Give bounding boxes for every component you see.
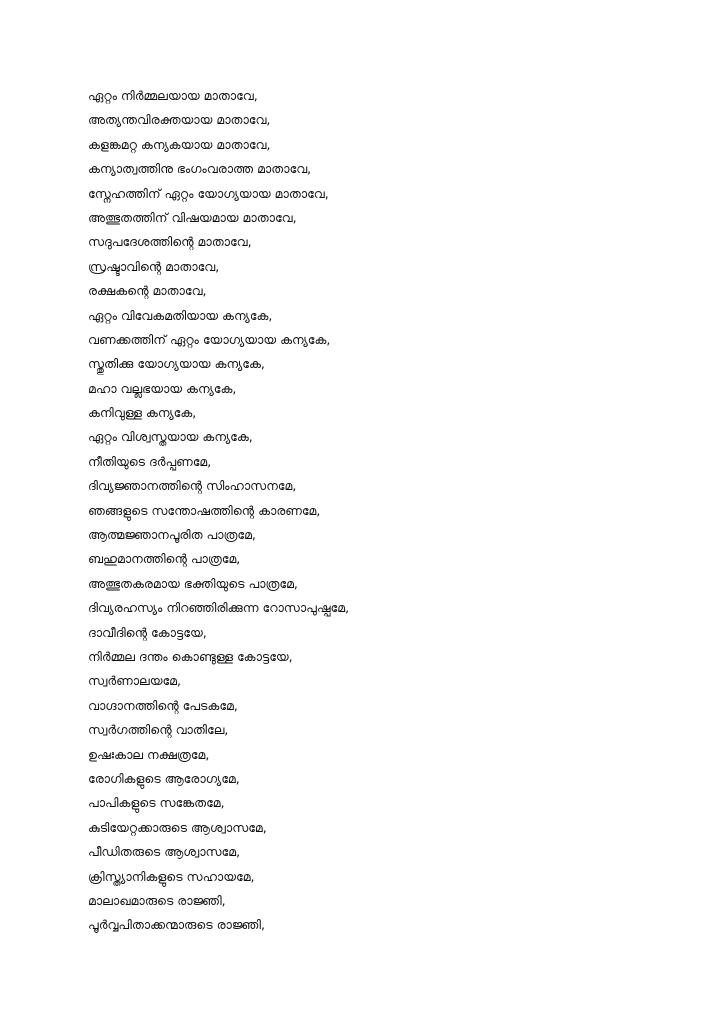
litany-line: പാപികളുടെ സങ്കേതമേ,	[88, 795, 225, 811]
litany-line: മാലാഖമാരുടെ രാജ്ഞി,	[88, 892, 226, 908]
litany-line: രക്ഷകന്റെ മാതാവേ,	[88, 283, 207, 299]
litany-line: ഉഷഃകാല നക്ഷത്രമേ,	[88, 746, 210, 762]
litany-line: വാഗ്ദാനത്തിന്റെ പേടകമേ,	[88, 697, 238, 713]
litany-line: ഏറ്റം വിവേകമതിയായ കന്യകേ,	[88, 307, 273, 323]
litany-line: സ്നേഹത്തിന് ഏറ്റം യോഗ്യയായ മാതാവേ,	[88, 185, 329, 201]
litany-line: ഞങ്ങളുടെ സന്തോഷത്തിന്റെ കാരണമേ,	[88, 502, 321, 518]
litany-line: പീഡിതരുടെ ആശ്വാസമേ,	[88, 844, 241, 860]
litany-line: ഏറ്റം നിർമ്മലയായ മാതാവേ,	[88, 88, 258, 103]
litany-line: ദിവ്യജ്ഞാനത്തിന്റെ സിംഹാസനമേ,	[88, 478, 297, 494]
litany-line: ബഹുമാനത്തിന്റെ പാത്രമേ,	[88, 551, 241, 567]
litany-line: കനിവുള്ള കന്യകേ,	[88, 405, 197, 421]
litany-line: അത്ഭുതത്തിന് വിഷയമായ മാതാവേ,	[88, 209, 297, 225]
litany-line: സ്വർണാലയമേ,	[88, 673, 181, 689]
litany-line: അത്യന്തവിരക്തയായ മാതാവേ,	[88, 112, 271, 128]
litany-line: നിർമ്മല ദന്തം കൊണ്ടുള്ള കോട്ടയേ,	[88, 648, 293, 664]
litany-line: സ്തുതിക്കു യോഗ്യയായ കന്യകേ,	[88, 356, 265, 372]
litany-line: ക്രിസ്ത്യാനികളുടെ സഹായമേ,	[88, 868, 255, 884]
litany-line: രോഗികളുടെ ആരോഗ്യമേ,	[88, 770, 240, 786]
litany-line: കന്യാത്വത്തിനു ഭംഗംവരാത്ത മാതാവേ,	[88, 161, 312, 177]
litany-line: കളങ്കമറ്റ കന്യകയായ മാതാവേ,	[88, 136, 271, 152]
litany-line: നീതിയുടെ ദർപ്പണമേ,	[88, 453, 212, 469]
litany-list	[88, 84, 688, 938]
litany-line: മഹാ വല്ലഭയായ കന്യകേ,	[88, 380, 237, 396]
litany-line: ദിവ്യരഹസ്യം നിറഞ്ഞിരിക്കുന്ന റോസാപുഷ്പമേ,	[88, 600, 350, 616]
litany-line: സ്രഷ്ടാവിന്റെ മാതാവേ,	[88, 258, 220, 274]
litany-line: സ്വർഗത്തിന്റെ വാതിലേ,	[88, 722, 229, 738]
litany-line: വണക്കത്തിന് ഏറ്റം യോഗ്യയായ കന്യകേ,	[88, 331, 331, 347]
litany-line: ആത്മജ്ഞാനപൂരിത പാത്രമേ,	[88, 527, 256, 543]
litany-line: ഏറ്റം വിശ്വസ്തയായ കന്യകേ,	[88, 429, 253, 445]
litany-line: കുടിയേറ്റക്കാരുടെ ആശ്വാസമേ,	[88, 819, 267, 835]
litany-line: അത്ഭുതകരമായ ഭക്തിയുടെ പാത്രമേ,	[88, 575, 298, 591]
litany-line: ദാവീദിന്റെ കോട്ടയേ,	[88, 624, 207, 640]
litany-line: പൂർവ്വപിതാക്കന്മാരുടെ രാജ്ഞി,	[88, 917, 265, 933]
litany-line: സദുപദേശത്തിന്റെ മാതാവേ,	[88, 234, 252, 250]
